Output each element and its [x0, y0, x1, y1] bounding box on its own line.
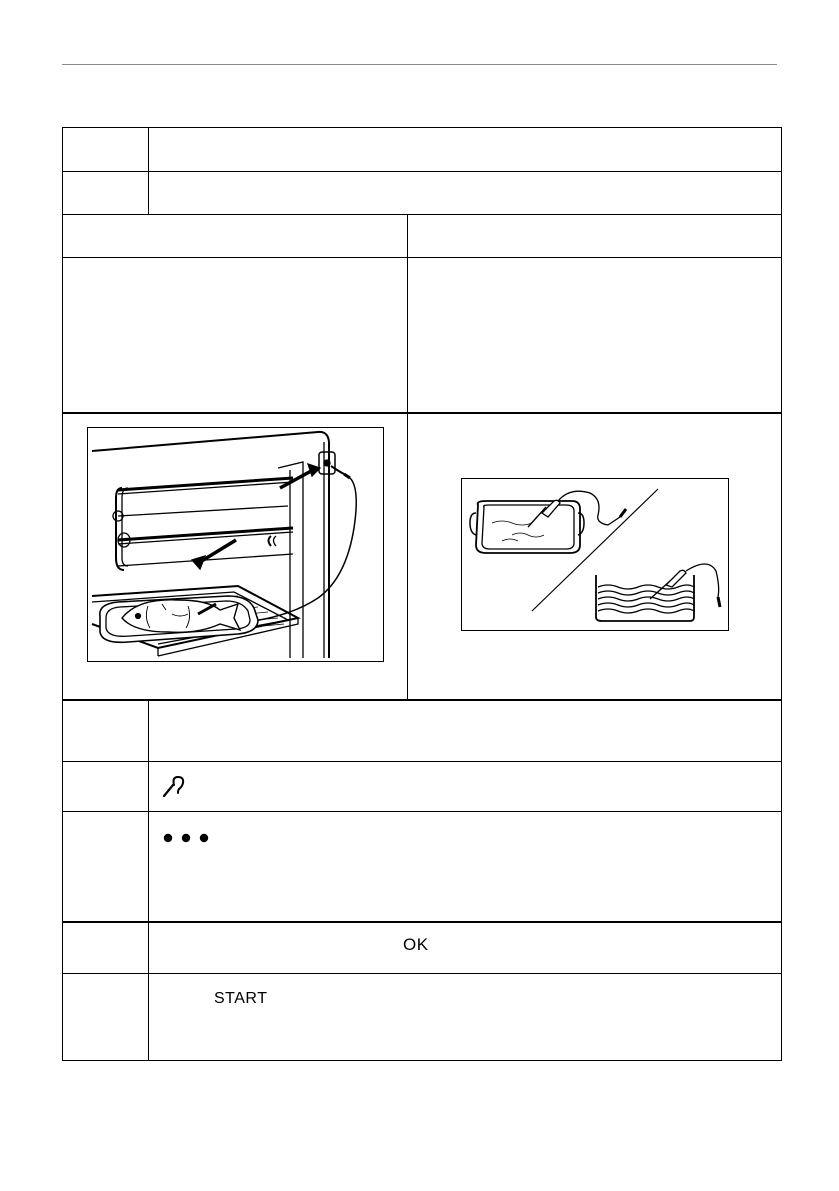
- step-2-number: [63, 171, 148, 214]
- step-5-number: [63, 811, 148, 921]
- casserole-and-liquid-drawing: [462, 479, 728, 630]
- step-1-number: [63, 128, 148, 171]
- start-label: START: [214, 990, 268, 1007]
- step-4-number: [63, 761, 148, 811]
- food-probe-icon: [161, 774, 187, 805]
- step-6-text: [148, 921, 781, 973]
- column-divider: [407, 214, 408, 699]
- step-3-text: [148, 699, 781, 761]
- step-3-number: [63, 699, 148, 761]
- row-divider: [63, 412, 781, 414]
- right-column-body: [408, 257, 781, 412]
- left-column-header: [63, 214, 407, 257]
- step-7-number: [63, 973, 148, 1060]
- step-2-text: [148, 171, 781, 214]
- oven-fish-probe-drawing: [88, 428, 383, 661]
- header-rule: [62, 64, 777, 65]
- right-column-header: [408, 214, 781, 257]
- step-5-text: [223, 811, 781, 921]
- step-6-number: [63, 921, 148, 973]
- probe-placement-illustration: [461, 478, 729, 631]
- step-7-text: [148, 973, 781, 1060]
- instruction-table: [62, 127, 782, 1061]
- oven-probe-illustration: [87, 427, 384, 662]
- step-1-text: [148, 128, 781, 171]
- step-4-text: [193, 761, 781, 811]
- ok-label: OK: [403, 935, 429, 954]
- number-column-divider-top: [148, 128, 149, 214]
- three-dots-icon: [162, 831, 214, 850]
- left-column-body: [63, 257, 407, 412]
